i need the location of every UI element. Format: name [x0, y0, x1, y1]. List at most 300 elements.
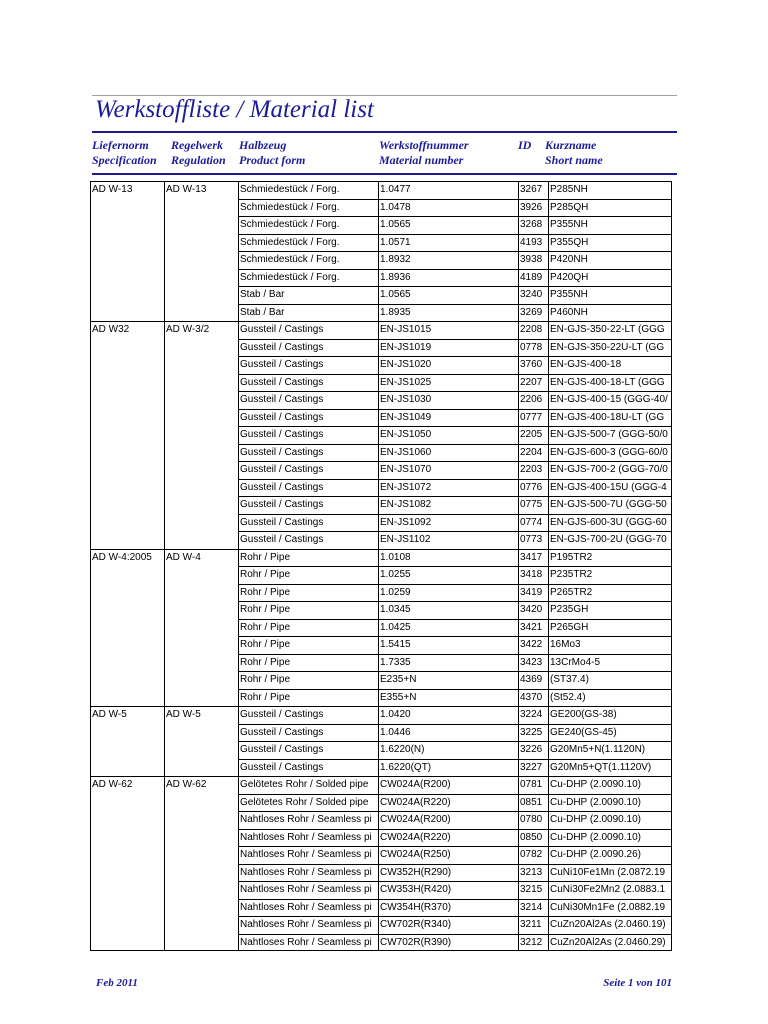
- cell-product-form: Stab / Bar: [238, 304, 378, 322]
- cell-specification: [90, 391, 164, 409]
- cell-specification: [90, 479, 164, 497]
- table-row: [90, 724, 672, 742]
- cell-material-number: EN-JS1060: [378, 444, 518, 462]
- cell-specification: AD W-4:2005: [90, 549, 164, 567]
- table-row: [90, 846, 672, 864]
- cell-material-number: EN-JS1082: [378, 496, 518, 514]
- header-specification: Liefernorm Specification: [92, 138, 157, 167]
- cell-material-number: 1.0259: [378, 584, 518, 602]
- cell-short-name: EN-GJS-400-18-LT (GGG: [548, 374, 672, 392]
- cell-specification: [90, 251, 164, 269]
- cell-product-form: Gussteil / Castings: [238, 409, 378, 427]
- cell-material-number: CW024A(R200): [378, 776, 518, 794]
- table-row: [90, 374, 672, 392]
- table-row: [90, 304, 672, 322]
- cell-product-form: Schmiedestück / Forg.: [238, 199, 378, 217]
- cell-id: 3418: [518, 566, 548, 584]
- cell-material-number: 1.6220(N): [378, 741, 518, 759]
- header-regulation: Regelwerk Regulation: [171, 138, 226, 167]
- cell-specification: [90, 724, 164, 742]
- cell-id: 2203: [518, 461, 548, 479]
- header-id: ID: [518, 138, 532, 152]
- cell-product-form: Nahtloses Rohr / Seamless pi: [238, 881, 378, 899]
- cell-product-form: Gussteil / Castings: [238, 391, 378, 409]
- cell-product-form: Rohr / Pipe: [238, 619, 378, 637]
- cell-id: 0777: [518, 409, 548, 427]
- table-row: [90, 426, 672, 444]
- cell-product-form: Nahtloses Rohr / Seamless pi: [238, 916, 378, 934]
- cell-material-number: 1.8936: [378, 269, 518, 287]
- cell-id: 3212: [518, 934, 548, 952]
- cell-regulation: [164, 654, 238, 672]
- cell-product-form: Schmiedestück / Forg.: [238, 234, 378, 252]
- cell-id: 3419: [518, 584, 548, 602]
- cell-specification: [90, 846, 164, 864]
- cell-short-name: CuNi30Fe2Mn2 (2.0883.1: [548, 881, 672, 899]
- cell-short-name: G20Mn5+N(1.1120N): [548, 741, 672, 759]
- cell-regulation: [164, 426, 238, 444]
- cell-short-name: Cu-DHP (2.0090.26): [548, 846, 672, 864]
- cell-material-number: EN-JS1019: [378, 339, 518, 357]
- table-row: [90, 934, 672, 952]
- cell-product-form: Gelötetes Rohr / Solded pipe: [238, 794, 378, 812]
- cell-id: 0774: [518, 514, 548, 532]
- cell-regulation: [164, 934, 238, 952]
- table-row: [90, 286, 672, 304]
- cell-material-number: 1.0420: [378, 706, 518, 724]
- cell-specification: [90, 496, 164, 514]
- cell-material-number: 1.0446: [378, 724, 518, 742]
- cell-id: 0851: [518, 794, 548, 812]
- cell-product-form: Gussteil / Castings: [238, 321, 378, 339]
- cell-short-name: EN-GJS-500-7 (GGG-50/0: [548, 426, 672, 444]
- cell-product-form: Schmiedestück / Forg.: [238, 269, 378, 287]
- table-row: [90, 531, 672, 549]
- cell-regulation: AD W-3/2: [164, 321, 238, 339]
- cell-short-name: (St52.4): [548, 689, 672, 707]
- cell-specification: [90, 199, 164, 217]
- cell-id: 3422: [518, 636, 548, 654]
- cell-material-number: EN-JS1020: [378, 356, 518, 374]
- cell-id: 3215: [518, 881, 548, 899]
- table-row: [90, 759, 672, 777]
- cell-short-name: EN-GJS-700-2 (GGG-70/0: [548, 461, 672, 479]
- cell-specification: [90, 426, 164, 444]
- cell-material-number: 1.0565: [378, 286, 518, 304]
- cell-material-number: 1.0565: [378, 216, 518, 234]
- cell-short-name: EN-GJS-400-15 (GGG-40/: [548, 391, 672, 409]
- table-row: [90, 636, 672, 654]
- table-row: [90, 409, 672, 427]
- cell-regulation: [164, 496, 238, 514]
- cell-specification: [90, 286, 164, 304]
- cell-material-number: EN-JS1025: [378, 374, 518, 392]
- cell-regulation: [164, 566, 238, 584]
- cell-id: 3224: [518, 706, 548, 724]
- cell-specification: [90, 566, 164, 584]
- table-row: [90, 899, 672, 917]
- cell-regulation: [164, 479, 238, 497]
- cell-short-name: EN-GJS-500-7U (GGG-50: [548, 496, 672, 514]
- cell-short-name: EN-GJS-400-15U (GGG-4: [548, 479, 672, 497]
- cell-short-name: CuZn20Al2As (2.0460.19): [548, 916, 672, 934]
- cell-product-form: Gussteil / Castings: [238, 514, 378, 532]
- header-short-name: Kurzname Short name: [545, 138, 603, 167]
- cell-short-name: CuNi30Mn1Fe (2.0882.19: [548, 899, 672, 917]
- table-row: [90, 181, 672, 199]
- cell-product-form: Gussteil / Castings: [238, 759, 378, 777]
- table-row: [90, 216, 672, 234]
- cell-material-number: E355+N: [378, 689, 518, 707]
- cell-short-name: P420NH: [548, 251, 672, 269]
- cell-material-number: CW352H(R290): [378, 864, 518, 882]
- cell-id: 0776: [518, 479, 548, 497]
- cell-regulation: [164, 916, 238, 934]
- cell-material-number: 1.0571: [378, 234, 518, 252]
- cell-id: 2206: [518, 391, 548, 409]
- cell-id: 3760: [518, 356, 548, 374]
- cell-short-name: P285QH: [548, 199, 672, 217]
- cell-short-name: P460NH: [548, 304, 672, 322]
- cell-regulation: [164, 811, 238, 829]
- table-row: [90, 829, 672, 847]
- cell-id: 3226: [518, 741, 548, 759]
- cell-id: 3225: [518, 724, 548, 742]
- cell-specification: [90, 444, 164, 462]
- footer-date: Feb 2011: [96, 977, 138, 989]
- cell-specification: [90, 409, 164, 427]
- cell-id: 3421: [518, 619, 548, 637]
- cell-id: 0850: [518, 829, 548, 847]
- cell-material-number: CW024A(R200): [378, 811, 518, 829]
- cell-regulation: [164, 619, 238, 637]
- table-row: [90, 776, 672, 794]
- cell-material-number: CW024A(R220): [378, 829, 518, 847]
- cell-product-form: Gussteil / Castings: [238, 426, 378, 444]
- header-material-number: Werkstoffnummer Material number: [379, 138, 469, 167]
- cell-specification: [90, 916, 164, 934]
- cell-product-form: Nahtloses Rohr / Seamless pi: [238, 811, 378, 829]
- cell-short-name: EN-GJS-600-3 (GGG-60/0: [548, 444, 672, 462]
- cell-id: 3214: [518, 899, 548, 917]
- cell-regulation: [164, 671, 238, 689]
- cell-product-form: Rohr / Pipe: [238, 566, 378, 584]
- cell-product-form: Nahtloses Rohr / Seamless pi: [238, 829, 378, 847]
- cell-specification: [90, 216, 164, 234]
- cell-material-number: CW702R(R340): [378, 916, 518, 934]
- cell-product-form: Stab / Bar: [238, 286, 378, 304]
- cell-short-name: EN-GJS-350-22U-LT (GG: [548, 339, 672, 357]
- cell-regulation: [164, 881, 238, 899]
- cell-regulation: [164, 444, 238, 462]
- cell-specification: [90, 794, 164, 812]
- cell-short-name: (ST37.4): [548, 671, 672, 689]
- cell-regulation: AD W-5: [164, 706, 238, 724]
- cell-material-number: EN-JS1049: [378, 409, 518, 427]
- table-row: [90, 339, 672, 357]
- cell-specification: [90, 934, 164, 952]
- table-row: [90, 514, 672, 532]
- cell-product-form: Gussteil / Castings: [238, 356, 378, 374]
- cell-material-number: EN-JS1030: [378, 391, 518, 409]
- cell-id: 0773: [518, 531, 548, 549]
- cell-material-number: EN-JS1102: [378, 531, 518, 549]
- cell-material-number: EN-JS1072: [378, 479, 518, 497]
- cell-specification: [90, 514, 164, 532]
- cell-product-form: Schmiedestück / Forg.: [238, 251, 378, 269]
- cell-id: 4189: [518, 269, 548, 287]
- cell-short-name: GE200(GS-38): [548, 706, 672, 724]
- cell-material-number: CW354H(R370): [378, 899, 518, 917]
- table-row: [90, 584, 672, 602]
- cell-short-name: 16Mo3: [548, 636, 672, 654]
- cell-specification: [90, 584, 164, 602]
- cell-material-number: 1.0108: [378, 549, 518, 567]
- cell-regulation: [164, 374, 238, 392]
- cell-id: 3926: [518, 199, 548, 217]
- cell-product-form: Nahtloses Rohr / Seamless pi: [238, 899, 378, 917]
- cell-regulation: [164, 724, 238, 742]
- cell-id: 3240: [518, 286, 548, 304]
- cell-specification: [90, 374, 164, 392]
- cell-material-number: 1.8932: [378, 251, 518, 269]
- cell-specification: AD W-13: [90, 181, 164, 199]
- cell-short-name: G20Mn5+QT(1.1120V): [548, 759, 672, 777]
- cell-id: 4369: [518, 671, 548, 689]
- cell-specification: AD W-5: [90, 706, 164, 724]
- cell-short-name: GE240(GS-45): [548, 724, 672, 742]
- cell-specification: AD W32: [90, 321, 164, 339]
- cell-regulation: [164, 234, 238, 252]
- cell-regulation: [164, 636, 238, 654]
- table-row: [90, 269, 672, 287]
- cell-material-number: EN-JS1015: [378, 321, 518, 339]
- cell-short-name: EN-GJS-400-18U-LT (GG: [548, 409, 672, 427]
- cell-product-form: Gussteil / Castings: [238, 339, 378, 357]
- table-row: [90, 234, 672, 252]
- cell-regulation: [164, 251, 238, 269]
- cell-regulation: [164, 899, 238, 917]
- cell-short-name: P195TR2: [548, 549, 672, 567]
- cell-specification: [90, 601, 164, 619]
- cell-specification: [90, 811, 164, 829]
- cell-product-form: Gussteil / Castings: [238, 374, 378, 392]
- table-row: [90, 601, 672, 619]
- cell-material-number: E235+N: [378, 671, 518, 689]
- cell-material-number: EN-JS1070: [378, 461, 518, 479]
- cell-short-name: EN-GJS-600-3U (GGG-60: [548, 514, 672, 532]
- cell-regulation: [164, 461, 238, 479]
- cell-id: 4193: [518, 234, 548, 252]
- cell-id: 3227: [518, 759, 548, 777]
- header-product-form: Halbzeug Product form: [239, 138, 306, 167]
- table-row: [90, 654, 672, 672]
- cell-specification: [90, 531, 164, 549]
- material-table: [90, 181, 672, 951]
- cell-specification: [90, 864, 164, 882]
- cell-product-form: Rohr / Pipe: [238, 584, 378, 602]
- cell-regulation: [164, 286, 238, 304]
- table-row: [90, 479, 672, 497]
- cell-specification: [90, 304, 164, 322]
- cell-material-number: CW353H(R420): [378, 881, 518, 899]
- cell-product-form: Gussteil / Castings: [238, 724, 378, 742]
- table-row: [90, 356, 672, 374]
- cell-id: 3938: [518, 251, 548, 269]
- table-row: [90, 864, 672, 882]
- cell-regulation: [164, 409, 238, 427]
- cell-id: 3267: [518, 181, 548, 199]
- table-row: [90, 741, 672, 759]
- cell-specification: [90, 269, 164, 287]
- cell-material-number: 1.0345: [378, 601, 518, 619]
- cell-short-name: Cu-DHP (2.0090.10): [548, 794, 672, 812]
- header-rule: [92, 173, 677, 175]
- page-title: Werkstoffliste / Material list: [95, 96, 374, 123]
- cell-product-form: Rohr / Pipe: [238, 689, 378, 707]
- cell-material-number: CW702R(R390): [378, 934, 518, 952]
- cell-product-form: Gussteil / Castings: [238, 706, 378, 724]
- cell-product-form: Schmiedestück / Forg.: [238, 181, 378, 199]
- cell-specification: [90, 759, 164, 777]
- cell-product-form: Gussteil / Castings: [238, 531, 378, 549]
- footer-page-number: Seite 1 von 101: [603, 977, 672, 989]
- title-rule: [92, 131, 677, 133]
- cell-material-number: EN-JS1092: [378, 514, 518, 532]
- cell-product-form: Gelötetes Rohr / Solded pipe: [238, 776, 378, 794]
- cell-regulation: [164, 199, 238, 217]
- cell-id: 3268: [518, 216, 548, 234]
- cell-id: 3211: [518, 916, 548, 934]
- cell-short-name: P285NH: [548, 181, 672, 199]
- cell-short-name: Cu-DHP (2.0090.10): [548, 811, 672, 829]
- cell-regulation: [164, 339, 238, 357]
- cell-regulation: AD W-13: [164, 181, 238, 199]
- cell-material-number: 1.0255: [378, 566, 518, 584]
- table-row: [90, 794, 672, 812]
- cell-specification: [90, 356, 164, 374]
- cell-specification: [90, 619, 164, 637]
- cell-product-form: Schmiedestück / Forg.: [238, 216, 378, 234]
- cell-regulation: [164, 356, 238, 374]
- cell-short-name: 13CrMo4-5: [548, 654, 672, 672]
- cell-product-form: Rohr / Pipe: [238, 601, 378, 619]
- cell-id: 2205: [518, 426, 548, 444]
- cell-product-form: Rohr / Pipe: [238, 654, 378, 672]
- table-row: [90, 391, 672, 409]
- cell-specification: [90, 829, 164, 847]
- cell-short-name: CuZn20Al2As (2.0460.29): [548, 934, 672, 952]
- cell-product-form: Gussteil / Castings: [238, 741, 378, 759]
- cell-short-name: P265GH: [548, 619, 672, 637]
- cell-regulation: [164, 216, 238, 234]
- cell-regulation: [164, 514, 238, 532]
- cell-material-number: 1.0425: [378, 619, 518, 637]
- cell-product-form: Nahtloses Rohr / Seamless pi: [238, 846, 378, 864]
- cell-short-name: P235GH: [548, 601, 672, 619]
- cell-specification: [90, 689, 164, 707]
- cell-specification: [90, 671, 164, 689]
- cell-id: 0782: [518, 846, 548, 864]
- cell-id: 3269: [518, 304, 548, 322]
- cell-product-form: Rohr / Pipe: [238, 636, 378, 654]
- cell-specification: AD W-62: [90, 776, 164, 794]
- cell-id: 0775: [518, 496, 548, 514]
- table-row: [90, 444, 672, 462]
- cell-id: 4370: [518, 689, 548, 707]
- cell-id: 2208: [518, 321, 548, 339]
- cell-short-name: EN-GJS-400-18: [548, 356, 672, 374]
- cell-regulation: [164, 846, 238, 864]
- table-row: [90, 916, 672, 934]
- cell-id: 2207: [518, 374, 548, 392]
- cell-regulation: [164, 584, 238, 602]
- table-row: [90, 251, 672, 269]
- cell-short-name: EN-GJS-350-22-LT (GGG: [548, 321, 672, 339]
- cell-regulation: [164, 829, 238, 847]
- cell-product-form: Rohr / Pipe: [238, 549, 378, 567]
- cell-id: 3417: [518, 549, 548, 567]
- cell-short-name: Cu-DHP (2.0090.10): [548, 829, 672, 847]
- table-row: [90, 811, 672, 829]
- cell-id: 0778: [518, 339, 548, 357]
- cell-product-form: Gussteil / Castings: [238, 496, 378, 514]
- cell-short-name: P265TR2: [548, 584, 672, 602]
- cell-id: 3213: [518, 864, 548, 882]
- cell-id: 3423: [518, 654, 548, 672]
- cell-material-number: 1.6220(QT): [378, 759, 518, 777]
- cell-short-name: P355NH: [548, 216, 672, 234]
- cell-product-form: Gussteil / Castings: [238, 479, 378, 497]
- cell-material-number: CW024A(R250): [378, 846, 518, 864]
- cell-regulation: [164, 391, 238, 409]
- cell-regulation: [164, 864, 238, 882]
- cell-regulation: [164, 759, 238, 777]
- table-row: [90, 689, 672, 707]
- cell-product-form: Gussteil / Castings: [238, 444, 378, 462]
- cell-regulation: [164, 741, 238, 759]
- cell-short-name: CuNi10Fe1Mn (2.0872.19: [548, 864, 672, 882]
- cell-id: 3420: [518, 601, 548, 619]
- cell-specification: [90, 636, 164, 654]
- cell-product-form: Nahtloses Rohr / Seamless pi: [238, 934, 378, 952]
- cell-material-number: CW024A(R220): [378, 794, 518, 812]
- cell-specification: [90, 654, 164, 672]
- table-row: [90, 671, 672, 689]
- cell-regulation: AD W-4: [164, 549, 238, 567]
- cell-material-number: 1.7335: [378, 654, 518, 672]
- cell-regulation: [164, 531, 238, 549]
- table-row: [90, 321, 672, 339]
- table-row: [90, 566, 672, 584]
- cell-id: 0781: [518, 776, 548, 794]
- table-row: [90, 199, 672, 217]
- cell-specification: [90, 881, 164, 899]
- table-row: [90, 496, 672, 514]
- table-row: [90, 706, 672, 724]
- table-row: [90, 881, 672, 899]
- cell-specification: [90, 741, 164, 759]
- table-row: [90, 619, 672, 637]
- cell-specification: [90, 899, 164, 917]
- cell-product-form: Rohr / Pipe: [238, 671, 378, 689]
- cell-regulation: [164, 304, 238, 322]
- cell-regulation: [164, 689, 238, 707]
- cell-material-number: 1.0477: [378, 181, 518, 199]
- cell-specification: [90, 339, 164, 357]
- cell-id: 2204: [518, 444, 548, 462]
- cell-product-form: Gussteil / Castings: [238, 461, 378, 479]
